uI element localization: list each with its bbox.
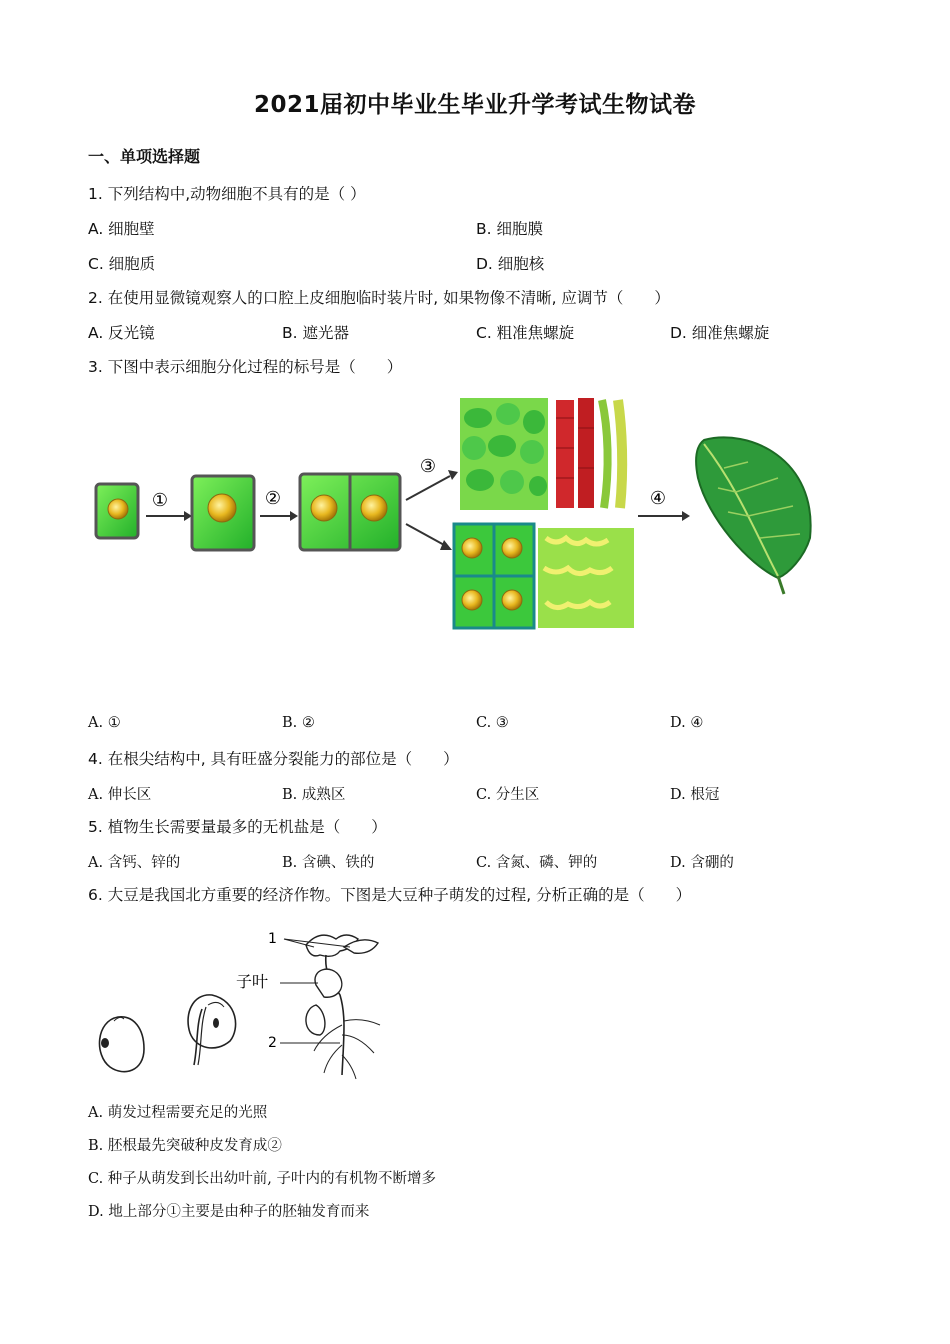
epidermis-tissue [538, 528, 634, 628]
question-4-option-a[interactable]: A. 伸长区 [88, 787, 152, 803]
question-6-option-b[interactable]: B. 胚根最先突破种皮发育成② [88, 1138, 282, 1154]
question-4-stem: 4. 在根尖结构中, 具有旺盛分裂能力的部位是（ ） [88, 750, 459, 768]
vessel-tissue [552, 398, 634, 510]
question-3-option-c[interactable]: C. ③ [476, 715, 509, 731]
question-1-option-d[interactable]: D. 细胞核 [476, 255, 545, 273]
question-6-stem: 6. 大豆是我国北方重要的经济作物。下图是大豆种子萌发的过程, 分析正确的是（ ） [88, 886, 692, 904]
question-6-option-c[interactable]: C. 种子从萌发到长出幼叶前, 子叶内的有机物不断增多 [88, 1171, 437, 1187]
question-2-option-d[interactable]: D. 细准焦螺旋 [670, 324, 770, 342]
figure-label-4: ④ [649, 488, 667, 509]
figure-label-part-1: 1 [268, 931, 277, 947]
question-2-option-b[interactable]: B. 遮光器 [282, 324, 349, 342]
leaf-organ [696, 437, 811, 594]
meristem-cells [454, 524, 534, 628]
question-1-option-a[interactable]: A. 细胞壁 [88, 220, 155, 238]
figure-label-part-2: 2 [268, 1035, 277, 1051]
question-3-stem: 3. 下图中表示细胞分化过程的标号是（ ） [88, 358, 403, 376]
question-5-option-c[interactable]: C. 含氮、磷、钾的 [476, 855, 598, 871]
question-3-option-d[interactable]: D. ④ [670, 715, 704, 731]
question-1-option-c[interactable]: C. 细胞质 [88, 255, 156, 273]
figure-label-2: ② [264, 488, 282, 509]
mesophyll-tissue [460, 398, 548, 510]
section-heading: 一、单项选择题 [88, 147, 201, 166]
page-title: 2021届初中毕业生毕业升学考试生物试卷 [253, 92, 696, 118]
question-6-option-a[interactable]: A. 萌发过程需要充足的光照 [88, 1105, 268, 1121]
grown-cell [192, 476, 254, 550]
question-5-option-b[interactable]: B. 含碘、铁的 [282, 855, 375, 871]
question-3-option-b[interactable]: B. ② [282, 715, 315, 731]
seed-stage-1 [100, 1017, 144, 1072]
question-2-stem: 2. 在使用显微镜观察人的口腔上皮细胞临时装片时, 如果物像不清晰, 应调节（ ） [88, 289, 670, 307]
question-6-option-d[interactable]: D. 地上部分①主要是由种子的胚轴发育而来 [88, 1204, 370, 1220]
question-1-stem: 1. 下列结构中,动物细胞不具有的是（ ） [88, 185, 366, 203]
question-2-option-c[interactable]: C. 粗准焦螺旋 [476, 324, 575, 342]
soybean-germination-figure [88, 925, 418, 1080]
seed-stage-2 [188, 995, 236, 1065]
question-5-option-d[interactable]: D. 含硼的 [670, 855, 734, 871]
cell-differentiation-figure [88, 388, 828, 638]
figure-label-cotyledon: 子叶 [236, 972, 269, 991]
question-4-option-b[interactable]: B. 成熟区 [282, 787, 346, 803]
question-1-option-b[interactable]: B. 细胞膜 [476, 220, 543, 238]
figure-label-1: ① [151, 490, 169, 511]
divided-cells [300, 474, 400, 550]
seedling-stage-3 [306, 935, 380, 1079]
figure-label-3: ③ [419, 456, 437, 477]
question-2-option-a[interactable]: A. 反光镜 [88, 324, 155, 342]
question-4-option-d[interactable]: D. 根冠 [670, 787, 720, 803]
question-3-option-a[interactable]: A. ① [88, 715, 121, 731]
question-4-option-c[interactable]: C. 分生区 [476, 787, 540, 803]
single-cell [96, 484, 138, 538]
question-5-option-a[interactable]: A. 含钙、锌的 [88, 855, 181, 871]
question-5-stem: 5. 植物生长需要量最多的无机盐是（ ） [88, 818, 387, 836]
